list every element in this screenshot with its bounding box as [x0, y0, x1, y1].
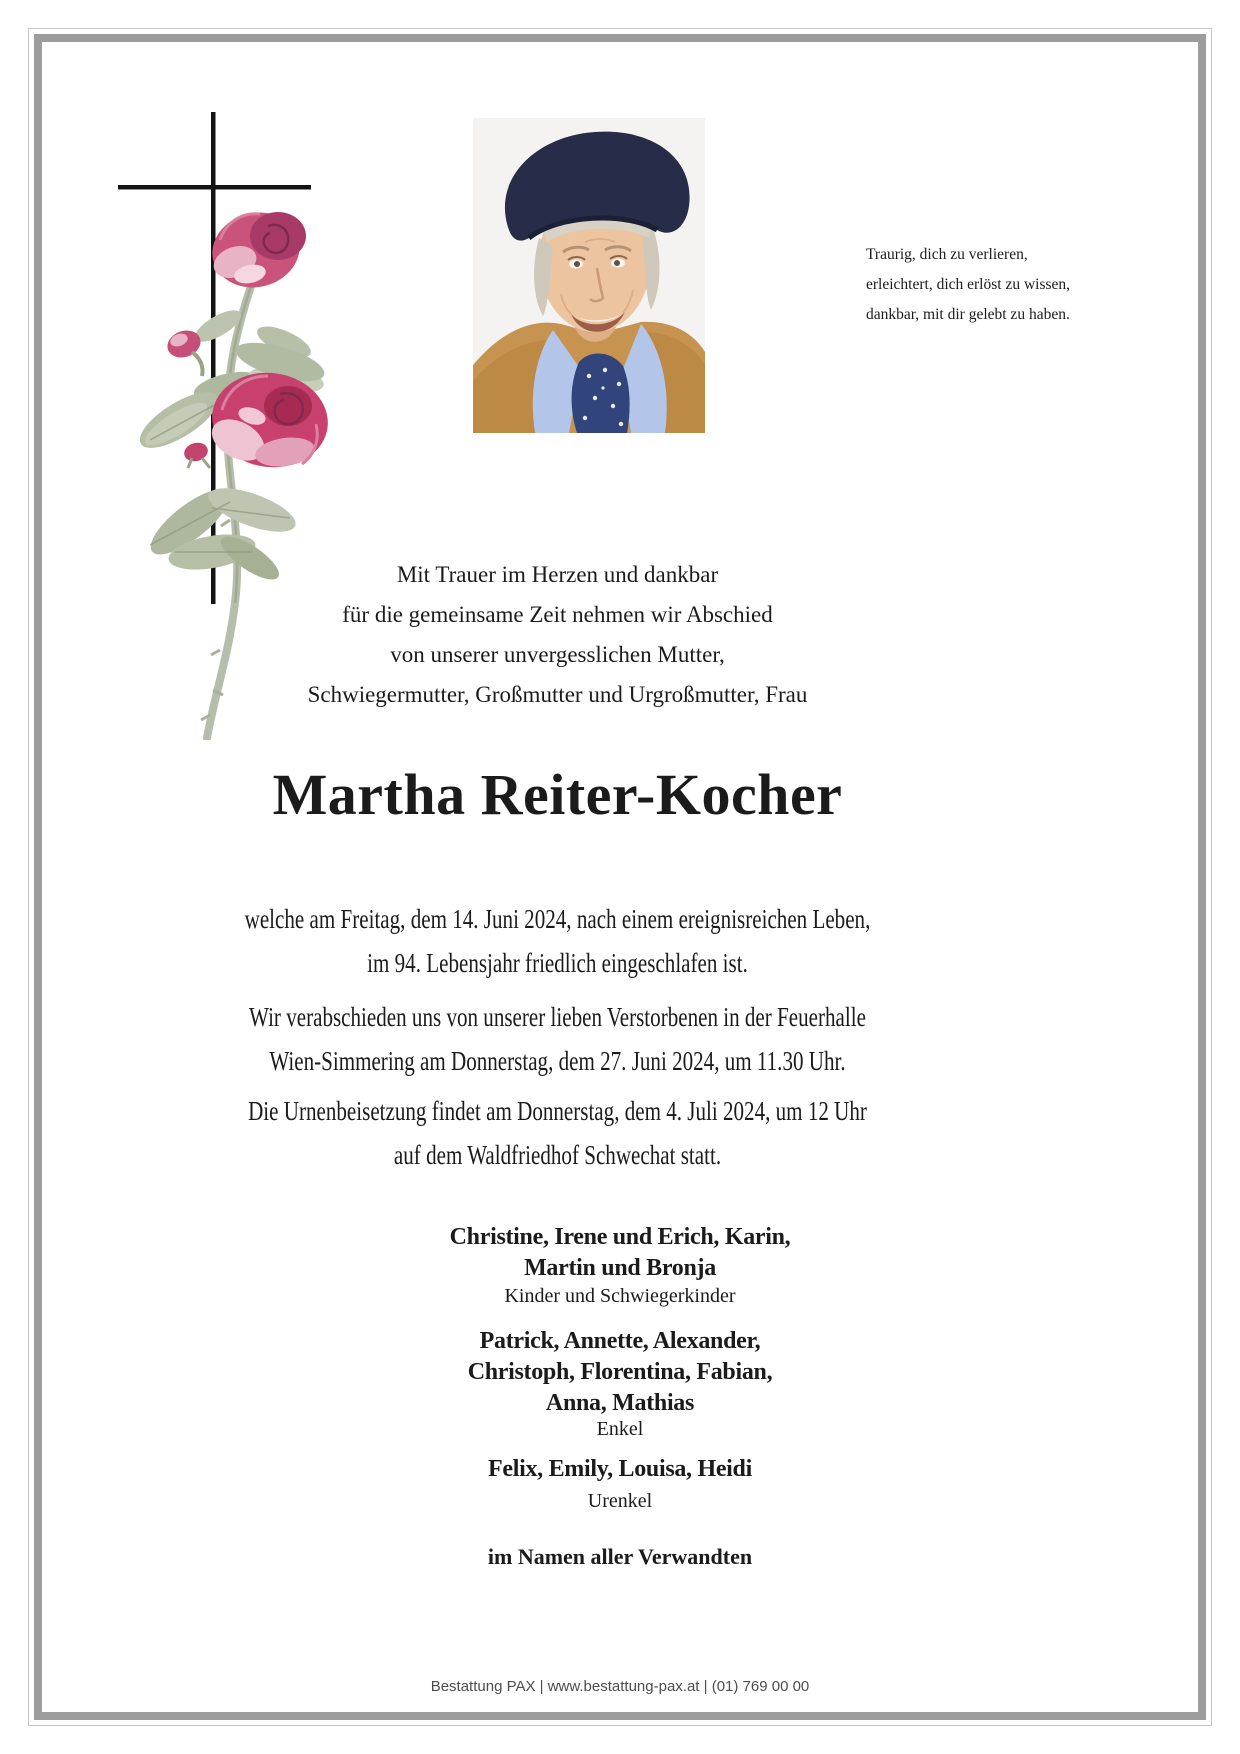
family-names-line: Patrick, Annette, Alexander, [479, 1328, 761, 1354]
intro-line: Mit Trauer im Herzen und dankbar [396, 562, 719, 587]
family-names-line: Anna, Mathias [545, 1390, 695, 1416]
family-names-line: Christine, Irene und Erich, Karin, [449, 1224, 791, 1250]
farewell-notice-line: Wien-Simmering am Donnerstag, dem 27. Juni 2024, um 11.30 Uhr. [269, 1046, 846, 1076]
burial-notice-line: Die Urnenbeisetzung findet am Donnerstag, dem 4. Juli 2024, um 12 Uhr [248, 1096, 867, 1126]
intro-text [40, 555, 1075, 715]
portrait-photo [473, 118, 705, 433]
closing-line: im Namen aller Verwandten [487, 1544, 753, 1569]
funeral-home-footer: Bestattung PAX | www.bestattung-pax.at | (01) 769 00 00 [430, 1678, 810, 1695]
farewell-notice-line: Wir verabschieden uns von unserer lieben Verstorbenen in der Feuerhalle [249, 1002, 866, 1032]
poem [866, 240, 1146, 330]
family-grandchildren-names [0, 1326, 1240, 1419]
deceased-name: Martha Reiter-Kocher [272, 762, 843, 827]
burial-notice [154, 1089, 961, 1177]
farewell-notice [154, 995, 961, 1083]
death-notice [154, 897, 961, 985]
family-names-line: Christoph, Florentina, Fabian, [467, 1359, 773, 1385]
intro-line: von unserer unvergesslichen Mutter, [390, 642, 725, 667]
intro-line: Schwiegermutter, Großmutter und Urgroßmutter, Frau [307, 682, 808, 707]
family-names-line: Felix, Emily, Louisa, Heidi [488, 1456, 752, 1482]
rose-top [204, 203, 307, 296]
family-greatgrandchildren-relation: Urenkel [587, 1490, 653, 1512]
burial-notice-line: auf dem Waldfriedhof Schwechat statt. [393, 1140, 722, 1170]
poem-line: erleichtert, dich erlöst zu wissen, [866, 276, 1071, 293]
death-notice-line: im 94. Lebensjahr friedlich eingeschlafen ist. [367, 948, 748, 978]
family-names-line: Martin und Bronja [524, 1255, 716, 1281]
family-grandchildren-relation: Enkel [596, 1418, 644, 1440]
family-children-relation: Kinder und Schwiegerkinder [504, 1285, 736, 1307]
intro-line: für die gemeinsame Zeit nehmen wir Abschied [342, 602, 773, 627]
death-notice-line: welche am Freitag, dem 14. Juni 2024, nach einem ereignisreichen Leben, [244, 904, 871, 934]
poem-line: dankbar, mit dir gelebt zu haben. [866, 306, 1070, 323]
poem-line: Traurig, dich zu verlieren, [866, 246, 1028, 263]
family-children-names [0, 1222, 1240, 1284]
family-greatgrandchildren-names [0, 1454, 1240, 1485]
